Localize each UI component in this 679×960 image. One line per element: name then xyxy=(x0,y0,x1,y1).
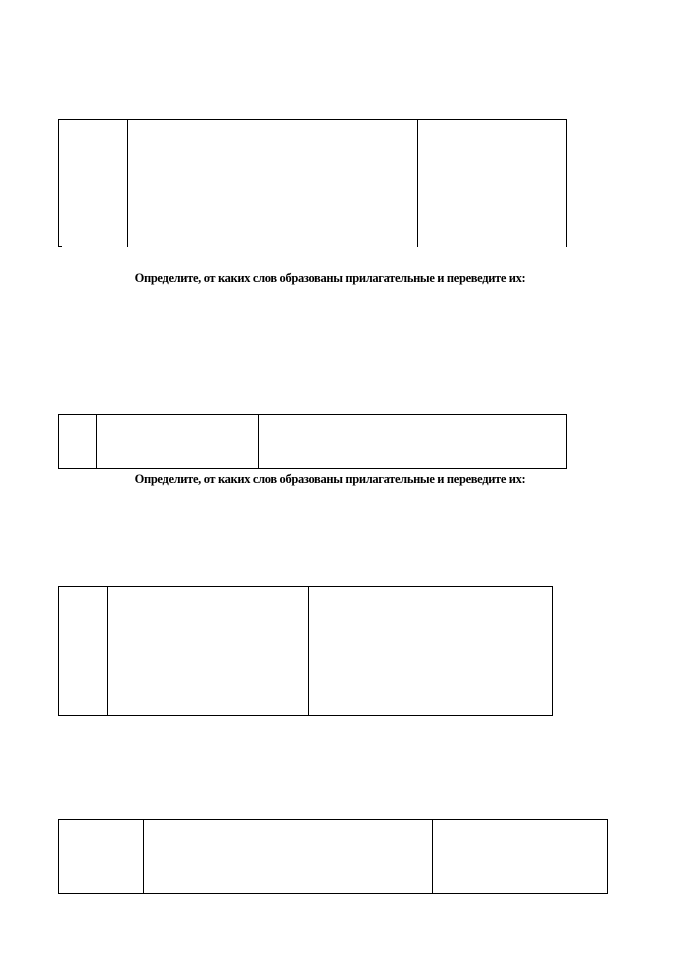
table-4-column-divider-2 xyxy=(432,819,433,894)
table-2-column-divider-2 xyxy=(258,414,259,469)
table-4-frame xyxy=(58,819,608,894)
instruction-text-2: Определите, от каких слов образованы прилагательные и переведите их: xyxy=(134,472,526,486)
table-3-column-divider-1 xyxy=(107,586,108,716)
table-4-column-divider-1 xyxy=(143,819,144,894)
table-3-frame xyxy=(58,586,553,716)
table-1-bottom-left-tick xyxy=(58,246,62,247)
table-3-column-divider-2 xyxy=(308,586,309,716)
table-1-column-divider-2 xyxy=(417,119,418,247)
table-1-top-border xyxy=(58,119,567,120)
table-1-right-border xyxy=(566,119,567,247)
table-1-column-divider-1 xyxy=(127,119,128,247)
table-2-frame xyxy=(58,414,567,469)
table-2-column-divider-1 xyxy=(96,414,97,469)
instruction-text-1: Определите, от каких слов образованы прилагательные и переведите их: xyxy=(134,271,526,285)
table-1-left-border xyxy=(58,119,59,247)
